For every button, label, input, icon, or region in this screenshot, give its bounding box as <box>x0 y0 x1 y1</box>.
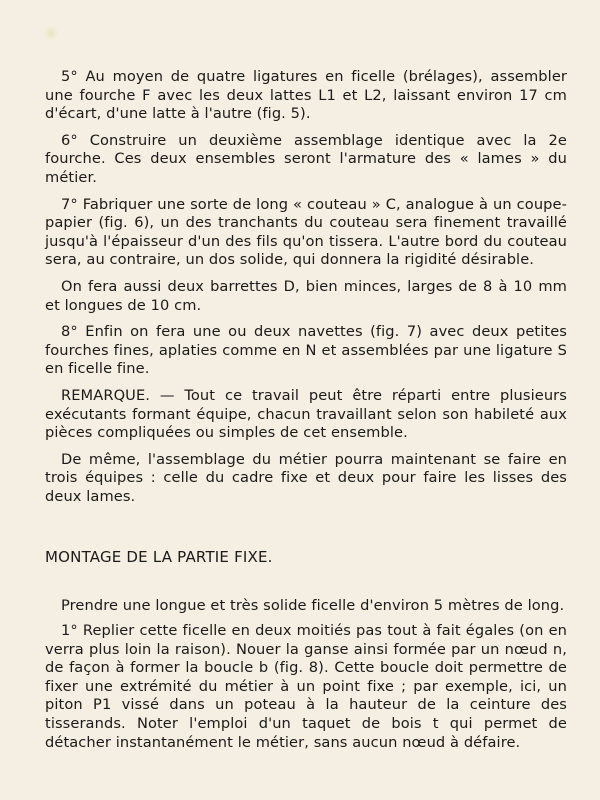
page-content <box>45 68 567 752</box>
paragraph-ficelle: Prendre une longue et très solide ficelle d'environ 5 mètres de long. <box>61 597 565 615</box>
paragraph-step-5: 5° Au moyen de quatre ligatures en ficelle (brélages), assembler une fourche F avec les deux lattes L1 et L2, laissant environ 17 cm d'écart, d'une latte à l'autre (fig. 5). <box>45 68 567 123</box>
paper-stain <box>44 26 58 40</box>
paragraph-barrettes: On fera aussi deux barrettes D, bien minces, larges de 8 à 10 mm et longues de 10 cm. <box>45 277 567 314</box>
section-heading: MONTAGE DE LA PARTIE FIXE. <box>45 548 273 567</box>
paragraph-step-7: 7° Fabriquer une sorte de long « couteau » C, analogue à un coupe-papier (fig. 6), un des tranchants du couteau sera finement travaillé jusqu'à l'épaisseur d'un des fils qu'on tissera. L'autre bord du couteau sera, au contraire, un dos solide, qui donnera la rigidité désirable. <box>45 195 567 269</box>
paragraph-step-1: 1° Replier cette ficelle en deux moitiés pas tout à fait égales (on en verra plus loin la raison). Nouer la ganse ainsi formée par un nœud n, de façon à former la boucle b (fig. 8). Cette boucle doit permettre de fixer une extrémité du métier à un point fixe ; par exemple, ici, un piton P1 vissé dans un poteau à la hauteur de la ceinture des tisserands. Noter l'emploi d'un taquet de bois t qui permet de détacher instantanément le métier, sans aucun nœud à défaire. <box>45 622 567 751</box>
paragraph-de-meme: De même, l'assemblage du métier pourra maintenant se faire en trois équipes : celle du cadre fixe et deux pour faire les lisses des deux lames. <box>45 450 567 505</box>
paragraph-step-6: 6° Construire un deuxième assemblage identique avec la 2e fourche. Ces deux ensembles seront l'armature des « lames » du métier. <box>45 131 567 186</box>
paragraph-remarque: REMARQUE. — Tout ce travail peut être réparti entre plusieurs exécutants formant équipe, chacun travaillant selon son habileté aux pièces compliquées ou simples de cet ensemble. <box>45 386 567 442</box>
paragraph-step-8: 8° Enfin on fera une ou deux navettes (fig. 7) avec deux petites fourches fines, aplaties comme en N et assemblées par une ligature S en ficelle fine. <box>45 323 567 378</box>
